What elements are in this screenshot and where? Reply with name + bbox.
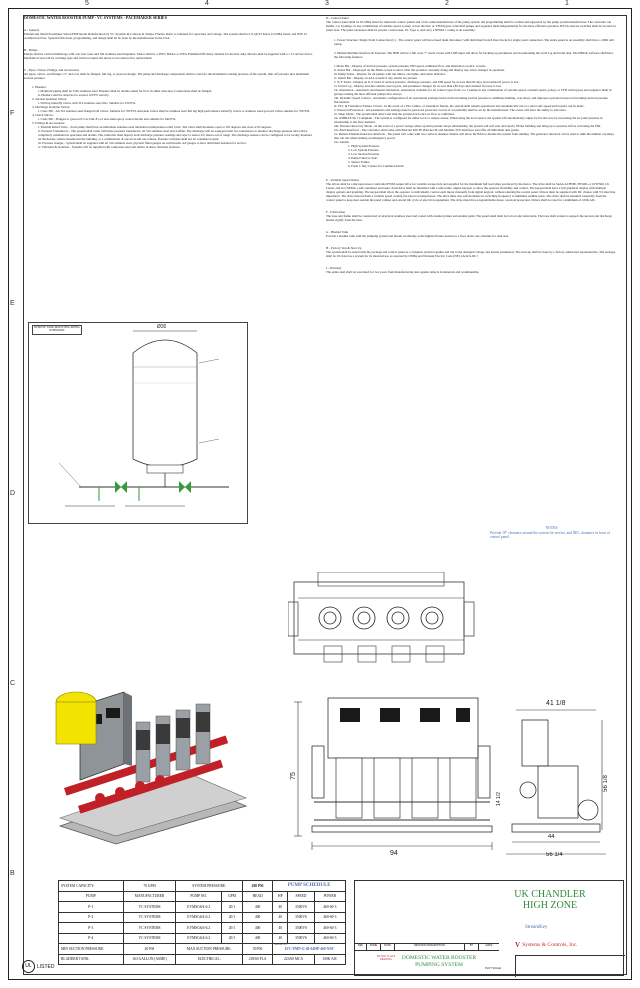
rev-header: DATE [485,944,493,947]
capacity-value: 70 GPM [123,881,176,892]
feature-item: ii. Status Bar - Displayed on the Home screen to show what the system is currently doing and display any active changes in operation. [334,68,505,72]
cell: 40 [273,902,288,913]
pressure-value: 200 PSI [242,881,272,892]
dim-height-front: 75 [289,772,297,780]
spec-a [24,28,314,40]
col-header: HP [273,891,288,902]
drawn-by-grid [515,955,625,977]
cell: 40 [273,933,288,944]
feature-item: xi. Sleep Mode - The system shall detect and shut the system down once no flow is confirmed. [334,112,455,116]
feature-item: xiii. Pressure Recovery Mode - In the event of a power outage where system pressure drops substantially, the system will soft start and slowly fill the building and bring up to pressure before activating the PID. [334,124,601,128]
feature-item: xv. Remote Disable/Generator Interlock - The panel will come with two contacts. Remote disable will allow the BAS to disable the system from running. The generator interlock can be used to limit the number of pumps that can run when running on emergency power. [334,132,614,140]
side-view-drawing [502,700,614,860]
dim-side-b: 56 1/4 [546,852,563,858]
project-name [475,889,625,911]
dim-length: 94 [390,850,398,857]
zone-top-4: 4 [205,0,209,7]
spec-d2: 2. Human Machine Interface & Features: The HMI will be a full color 7" touch screen with USB input and allow for backing up parameters and downloading the event log and trend data. The HMI & software shall have the following features: [334,51,614,59]
dim-depth-side: 56 1/8 [602,775,609,792]
spec-b-title: B - Pumps [24,48,38,52]
cell: 400 [242,923,272,934]
pump-schedule-table [58,880,346,965]
table-row [59,902,346,913]
zone-left-F: F [10,110,15,117]
title-block [354,880,624,976]
cell: 460-60-3 [314,923,345,934]
mca-value: 223/60 MCA [273,954,314,965]
spec-item: ii. Headers shall be sized not to exceed 10 FPS velocity. [38,93,110,97]
cell: P-1 [59,902,124,913]
spec-i-title: I - Warranty [326,266,342,270]
aic-value: 100K AIC [314,954,345,965]
model-number: 4VC-PMP-G-40-64HP-460-NSF [284,946,334,951]
schedule-title: PUMP SCHEDULE [273,881,346,892]
tank-drawing [29,323,249,525]
tank-box-title: REMOTE TANK MOUNTING PIPING SCHEMATIC [32,325,82,335]
cell: 20/1 [221,933,242,944]
alarm-item: 4. Pump Failed to Start [348,156,378,160]
spec-item: i. Class 300 - All 316 stainless steel flanged ball valves. Suitable for 700 PSI. Alternate valves shall be stainless steel full lug high performance butterfly valves or stainless steel grooved valves suitable for 700 PSI. [38,109,310,113]
rev-header: DATE [381,944,395,950]
spec-d-title: D - Control Panel [326,16,349,20]
plot-scale-label: PLOT SCALE [485,967,501,970]
cell: 400 [242,933,272,944]
cell: VC SYSTEMS [123,912,176,923]
model-label: MODEL NO. [274,943,288,946]
cell: P-2 [59,912,124,923]
cell: 20/1 [221,902,242,913]
notes-title: NOTES: [545,526,559,530]
col-header: GPM [221,891,242,902]
spec-item: 2. Suction Isolation Valves: [32,97,68,101]
company-name: Systems & Controls, Inc. [522,942,578,948]
zone-left-E: E [10,300,15,307]
alarm-item: 5. Sensor Failure [348,160,370,164]
vc-logo-icon: V [515,941,521,949]
isometric-pump-render [40,678,248,846]
psi-unit: PSI [257,946,263,951]
cell: 400 [242,912,272,923]
min-suction-value [123,944,176,955]
cell: 400 [242,902,272,913]
rev-header: REV [355,944,367,950]
zone-left-B: B [10,870,15,877]
feature-item: iii. Pump Status - Display for all pumps with run timers, run lights, and status indicator. [334,72,446,76]
feature-item: ix. PLC & Transducer Failure Circuit - In the event of a PLC failure, or transducer failure, the system shall remain operational and automatically run at a select safe speed until repairs can be made. [334,104,585,108]
feature-item: xvi. Alarms [334,140,349,144]
cell: VC SYSTEMS [123,902,176,913]
cell: EVMSG6/4-6.2 [176,902,222,913]
cell: 40 [273,923,288,934]
do-not-scale-stamp: DO NOT SCALE DRAWING [376,955,396,961]
spec-item: iv. Vibration & Isolation - Systems will be supplied with composite steel and rubber in shear vibration isolators. [38,145,181,149]
feature-item: vii. Alternation - Automatic and manual alternation. Alternation available for all control types from 1 to 3 pumps in any combination of variable speed, constant speed, jockey, or VFD with bypass and sequence them in groups running the most efficient pumps first always. [334,88,612,96]
cell: 3500VS [288,923,314,934]
col-header: MANUFACTURER [123,891,176,902]
zone-top-1: 1 [565,0,569,7]
spec-d1: 1. Power Structure: Single Point Connection (C) - The control panel will have fused main disconnect with individual branch fuse blocks for single point connection. The entire panel as an assembly shall have a 100K AIC rating. [334,38,615,46]
bladder-size: 163 [132,957,138,962]
spec-e-title: E - Variable Speed Drives [326,178,360,182]
zone-left-C: C [10,680,16,687]
bladder-unit: GALLON (ASME) [138,957,167,962]
spec-item: ii. Pressure Transducers - The system shall come with three pressure transducers, all 316 stainless steel and 4-20ma. The discharge will be equipped with two transducers to monitor discharge pressure and will be completely redundant in operation and alarms. The controller shall display both discharge pressure readings and reject a sensor if it skews out of range. The discharge sensors can be configured to be locally mounted on the header, remote mounted in the building, or a combination of one local and one remote. Pressure switches shall not be considered equal. [38,129,312,141]
cell: 3500VS [288,933,314,944]
feature-item: v. X-Y Trend - Display an X-Y trend of suction pressure, discharge pressure, and PID speed for no less than 60 days and retained if power is lost. [334,80,520,84]
left-spec-column [24,16,314,312]
alarm-item: 1. High System Pressure [348,144,380,148]
spec-item: i. Full lug butterfly valves with 316 stainless steel disc. Suitable for 250 PSI. [38,101,136,105]
project-line-1: UK CHANDLER [514,889,586,900]
feature-item: xii. ASHRAE 90.1 Compliant - The system is configured for either local or remote sensor. When using the local sensor, the system will automatically adjust for friction loss by increasing the set point pressure in relationship to the flow demand. [334,116,603,124]
alarm-item: 6. Form C Dry Contact for Common Alarm [348,164,404,168]
feature-item: xiv. BAS Interfaces - The controller shall come with BACnet MS/TP, BACnet IP, and Modbus TCP interfaces and offer 20 individual data points. [334,128,520,132]
alarm-item: 2. Low System Pressure [348,148,379,152]
spec-b-body: Pumps shall be vertical multistage with cast iron cases and 304 stainless steel impellers. Motor shall be a TEFC Baldor or WEG Premium Efficiency suitable for inverter duty. Motors shall be supplied with a 1.15 service factor. Mechanical seal will be cartridge type and will not require the motor to be removed for replacement. [24,52,313,60]
spec-item: iii. Pressure Gauges - System shall be supplied with all 316 stainless steel, glycerin filled gauges on each header. All gauges to have individual isolation for service. [38,141,247,145]
feature-item: viii. Dynamic Speed Control - Automatic configuration of all operational settings based on the incoming suction pressure to eliminate hunting, over shoot, and improper operation based on incoming suction pressure fluctuations. [334,96,608,104]
notes-block [490,526,614,550]
project-line-2: HIGH ZONE [522,900,578,911]
spec-item: 3. Discharge Isolation Valves: [32,105,71,109]
cell: P-4 [59,933,124,944]
spec-b [24,48,314,60]
min-suction-label: MIN SUCTION PRESSURE: [59,944,124,955]
rev-header: ZONE [367,944,381,950]
feature-item: iv. Alarm Bar - Display on ALL screens if any alarms are present. [334,76,418,80]
front-view-drawing [284,688,500,860]
spec-item: 5. Fittings & Accessories: [32,121,65,125]
revision-table [355,943,499,951]
spec-h-body: The system shall be tested with the package and control panel as a complete system together and run to the designed voltage and jobsite parameters. The start-up shall be done by a factory authorized representative. The package shall be UL listed as a system for its intended use as required by OSHA and National Electric Code (NEC) Article 90-7. [326,250,616,258]
alarm-item: 3. Low Suction Pressure [348,152,380,156]
spec-a-title: A - General [24,28,39,32]
cell: 3500VS [288,902,314,913]
cell: EVMSG6/4-6.2 [176,912,222,923]
spec-item: 4. Check Valves: [32,113,54,117]
rev-header: REVISION DESCRIPTION [395,944,465,950]
table-row [59,923,346,934]
max-suction-value [242,944,272,955]
cell: EVMSG6/4-6.2 [176,923,222,934]
spec-d-body: The control panel shall be UL508A listed for industrial control panels and of the same manufacturer of the pump system. All programming shall be written and supported by the pump system manufacturer. The controller can handle 1 to 9 pumps, in any combination of variable speed, jockey, across the line, or VFD/bypass controlled pumps and sequence them independently for the most efficient operation. H/O/A selector switches shall be located on panel door. The panel enclosure shall be powder coated steel, UL Type 4, and carry a NEMA 1 rating as an assembly. [326,20,616,32]
spec-item: i. Class 300 - Flanged or grooved CLA-VAL 81-12 non-slam epoxy coated ductile iron suitable for 640 PSI. [38,117,176,121]
drawing-title: DOMESTIC WATER BOOSTER PUMPING SYSTEM [401,955,477,968]
table-row [59,933,346,944]
bladder-value [123,954,176,965]
cell: VC SYSTEMS [123,923,176,934]
spec-f-title: F - Fabrication [326,210,345,214]
col-header: PUMP [59,891,124,902]
model-cell [273,944,346,955]
ul-logo-icon: UL [22,960,35,973]
col-header: PUMP NO. [176,891,222,902]
spec-g-body: Provide a bladder tank with the pumping system and mount it remotely at the highest fixture nearest to a floor drain. See schedule for tank size. [326,234,509,238]
right-spec-column [326,16,616,536]
spec-c-body: All pipes, valves, and fittings 1.5" and over shall be flanged, full lug, or grooved design. The pump and discharge components shall be rated for the maximum working pressure of the system, shut off pressure plus maximum suction pressure. [24,72,309,80]
spec-item: i. Thermal Relief Valve - Each pump shall have an individual stainless steel mechanical temperature relief valve. The valve shall modulate open at 105 degrees and close at 95 degrees. [38,125,272,129]
spec-item: i. Manifold piping shall be 316L stainless steel. Headers shall be double ended for flow in either direction. Connections shall be flanged. [38,89,212,93]
ul-listed-mark [22,960,55,973]
spec-f-body: The base and frame shall be constructed of structural stainless steel and coated with enamel primer and enamel paint. The panel stand shall be bolt on and removable. The base shall extend to support the suction and discharge header rigidly from the base. [326,214,612,222]
spec-item: 1. Headers: [32,85,47,89]
cell: 460-60-3 [314,933,345,944]
min-suction-number: 40 [144,946,149,951]
dim-side-a: 44 [548,834,555,840]
cell: 3500VS [288,912,314,923]
cell: VC SYSTEMS [123,933,176,944]
spec-g-title: G - Bladder Tank [326,230,349,234]
spec-c [24,68,314,80]
notes-body: Provide 18" clearance around the system for service, and NEC clearance in front of control panel. [490,530,610,540]
capacity-label: SYSTEM CAPACITY: [59,881,124,892]
fla-value: 218/60 FLA [242,954,272,965]
feature-item: vi. Event Log - Display and date alarms, user log ins, and parameter changes for no less than 180 days and retained if power is lost. [334,84,502,88]
col-header: HEAD [242,891,272,902]
tank-dim: Ø30 [157,324,167,330]
feature-item: i. Meter Bar - Display of suction pressure, system pressure, PID speed, estimated flow, and alternation on ALL screens. [334,64,487,68]
spec-i-body: The entire skid shall be warranted for two years from manufacturing date against defects in materials and workmanship. [326,270,480,274]
pressure-label: SYSTEM PRESSURE: [176,881,242,892]
ul-listed-text: LISTED [37,963,55,970]
table-row [59,912,346,923]
spec-c-title: C - Pipes, Valves, Fittings, and Accessories [24,68,80,72]
header-title: DOMESTIC WATER BOOSTER PUMP - VC SYSTEMS - PACEMAKER SERIES [24,16,167,20]
max-suction-label: MAX SUCTION PRESSURE: [176,944,242,955]
bladder-label: BLADDER TANK: [59,954,124,965]
cell: P-3 [59,923,124,934]
cell: 20/1 [221,923,242,934]
cell: 460-60-3 [314,912,345,923]
remote-tank-schematic [28,322,248,524]
electrical-label: ELECTRICAL: [176,954,242,965]
spec-a-body: Furnish and install Pacemaker Series/PMP model manufactured by VC Systems & Controls in Tampa, Florida. Refer to schedule for capacities and voltage. The system shall be UL QCZJ listed, UL508A listed, and NSF-61 certified lead free. System fabrication, programming, and design shall all be done by the manufacturer in the USA. [24,32,308,40]
dim-width: 41 1/8 [546,700,566,707]
cell: EVMSG6/4-6.2 [176,933,222,944]
cell: 20/1 [221,912,242,923]
feature-item: x. Password Protection - All parameters and settings must be password protected. Levels of accessibility shall be set by the manufacturer. The owner will have the ability to add users. [334,108,567,112]
rev-header: BY [465,944,479,950]
zone-top-5: 5 [85,0,89,7]
zone-top-3: 3 [325,0,329,7]
max-suction-number: 50 [252,946,257,951]
cell: 40 [273,912,288,923]
zone-top-2: 2 [445,0,449,7]
col-header: SPEED [288,891,314,902]
spec-h-title: H - Factory Test & Start Up [326,246,362,250]
psi-unit: PSI [149,946,155,951]
top-view-drawing [288,572,478,664]
cell: 460-60-3 [314,902,345,913]
zone-left-D: D [10,490,16,497]
col-header: POWER [314,891,345,902]
company-logo [515,941,578,949]
spec-e-body: The drives shall be a microprocessor controlled PWM output drive for variable torque duty and supplied for the maximum full load amps produced by the motor. The drive shall be Series ACH580, HV600, or CFW500, UL Listed, and in a NEMA 1 self-contained enclosure. Each drive shall be furnished with a removable, digital keypad, to allow the operator flexibility and control. The keypad shall have a full graphical display with multiple display options and graphing. The keypad shall allow the operator to individually control each motor manually from digital keypad, without entering the control panel. Drives must be supplied with DC chokes with 5% max line impedance. The drive must include a variable speed cooling fan based on temperature. The drive must also self-modulate its switching frequency to minimize audible noise. The drive shall be mounted externally from the control panel to keep heat outside the panel cabinet and extend life cycle of electrical equipment. The drive must have programmable motor overload protection. Drives shall be rated for a minimum of 100K AIC. [326,182,616,202]
streamkey-logo: StreamKey [525,925,548,930]
dim-side-c: 14 1/2 [495,792,502,806]
